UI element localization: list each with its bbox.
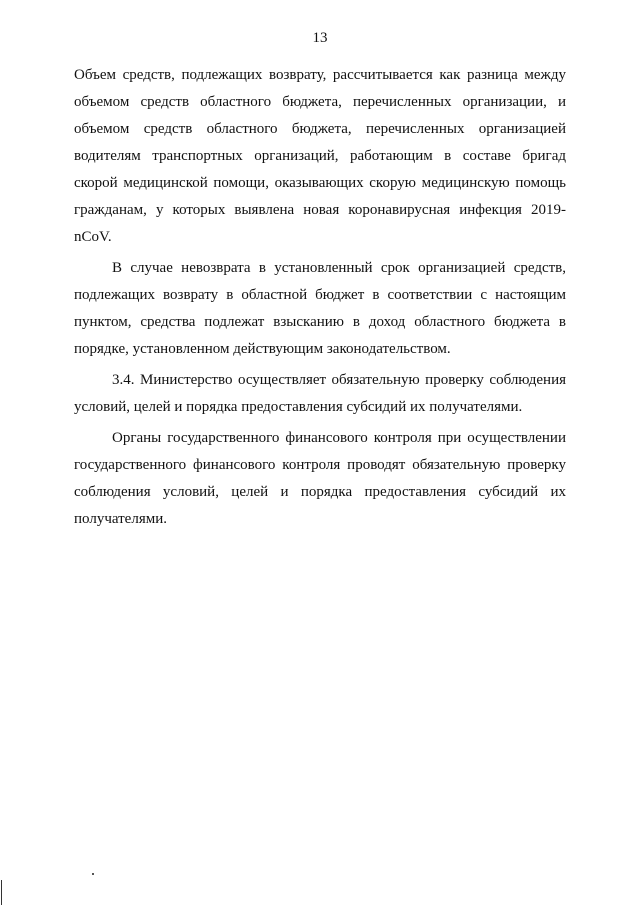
- document-body: [74, 62, 566, 533]
- page-number: 13: [312, 30, 328, 46]
- paragraph-refund-volume: Объем средств, подлежащих возврату, рассчитывается как разница между объемом средств областного бюджета, перечисленных организации, и объемом средств областного бюджета, перечисленных организацией водителям транспортных организаций, работающим в составе бригад скорой медицинской помощи, оказывающих скорую медицинскую помощь гражданам, у которых выявлена новая коронавирусная инфекция 2019-nCoV.: [74, 67, 566, 245]
- scan-artifact-edge: [1, 880, 2, 905]
- paragraph-ministry-check: 3.4. Министерство осуществляет обязательную проверку соблюдения условий, целей и порядка предоставления субсидий их получателями.: [74, 372, 566, 415]
- scan-artifact-dot: [92, 873, 94, 875]
- paragraph-financial-control: Органы государственного финансового контроля при осуществлении государственного финансового контроля проводят обязательную проверку соблюдения условий, целей и порядка предоставления субсидий их получателями.: [74, 430, 566, 527]
- paragraph-non-return: В случае невозврата в установленный срок организацией средств, подлежащих возврату в областной бюджет в соответствии с настоящим пунктом, средства подлежат взысканию в доход областного бюджета в порядке, установленном действующим законодательством.: [74, 260, 566, 357]
